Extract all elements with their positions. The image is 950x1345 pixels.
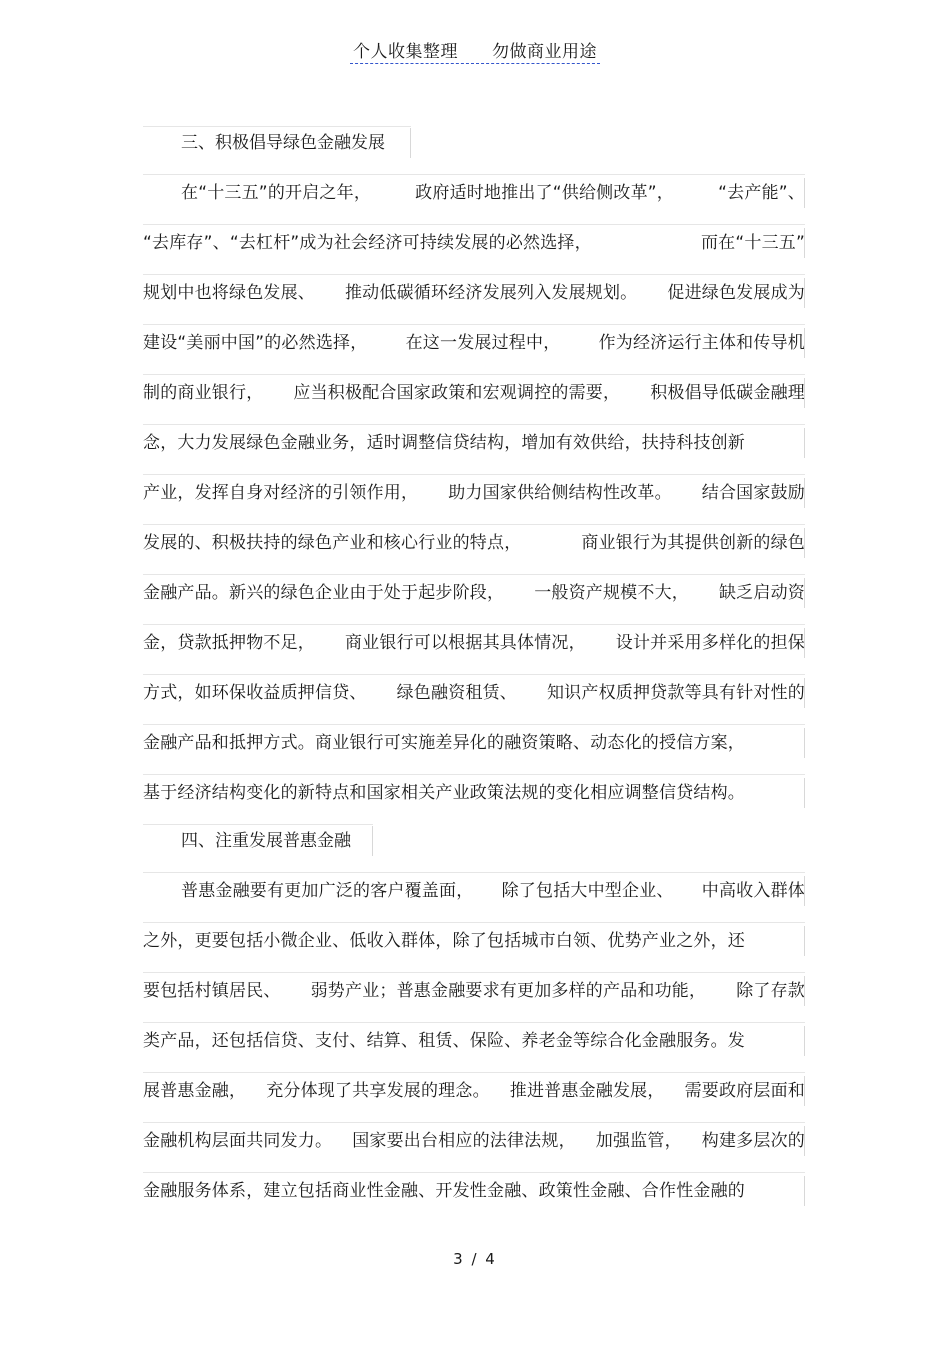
text-segment: 推进普惠金融发展， [509, 1081, 665, 1101]
text-segment: 国家要出台相应的法律法规， [352, 1131, 576, 1151]
body-line [143, 278, 805, 308]
scan-rule-horizontal [143, 424, 805, 425]
scan-rule-horizontal [143, 1072, 805, 1073]
text-segment: 方式，如环保收益质押信贷、 [143, 683, 367, 703]
header-right-text: 勿做商业用途 [491, 42, 597, 62]
scan-rule-horizontal [143, 324, 805, 325]
text-segment: 应当积极配合国家政策和宏观调控的需要， [293, 383, 621, 403]
scan-rule-vertical [804, 876, 805, 906]
body-line [143, 926, 805, 956]
scan-rule-horizontal [143, 524, 805, 525]
scan-rule-horizontal [143, 674, 805, 675]
text-segment: 一般资产规模不大， [534, 583, 689, 603]
page-header [0, 40, 950, 64]
text-segment: “去库存”、“去杠杆”成为社会经济可持续发展的必然选择， [143, 233, 592, 253]
scan-rule-vertical [804, 178, 805, 208]
text-segment: 普惠金融要有更加广泛的客户覆盖面， [181, 881, 474, 901]
text-segment: 助力国家供给侧结构性改革。 [448, 483, 672, 503]
scan-rule-vertical [804, 228, 805, 258]
scan-rule-vertical [804, 278, 805, 308]
scan-rule-vertical [410, 128, 411, 158]
scan-rule-horizontal [143, 1172, 805, 1173]
body-line [143, 1026, 805, 1056]
scan-rule-horizontal [143, 922, 805, 923]
body-line [143, 378, 805, 408]
text-segment: 促进绿色发展成为 [667, 283, 805, 303]
scan-rule-horizontal [143, 1022, 805, 1023]
text-segment: 规划中也将绿色发展、 [143, 283, 315, 303]
scan-rule-horizontal [143, 474, 805, 475]
scan-rule-vertical [804, 1126, 805, 1156]
scan-rule-horizontal [143, 972, 805, 973]
text-segment: 商业银行可以根据其具体情况， [344, 633, 586, 653]
body-line [143, 1126, 805, 1156]
text-segment: 发展的、积极扶持的绿色产业和核心行业的特点， [143, 533, 522, 553]
scan-rule-horizontal [143, 126, 411, 127]
body-line [143, 228, 805, 258]
text-segment: 而在“十三五” [700, 233, 805, 253]
text-segment: “去产能”、 [718, 183, 805, 203]
scan-rule-vertical [804, 378, 805, 408]
scan-rule-horizontal [143, 824, 373, 825]
body-line [143, 1076, 805, 1106]
scan-rule-vertical [804, 628, 805, 658]
text-segment: 在这一发展过程中， [405, 333, 561, 353]
text-segment: 构建多层次的 [701, 1131, 805, 1151]
text-segment: 念，大力发展绿色金融业务，适时调整信贷结构，增加有效供给，扶持科技创新 [143, 433, 745, 453]
text-segment: 作为经济运行主体和传导机 [598, 333, 805, 353]
scan-rule-horizontal [143, 574, 805, 575]
scan-rule-vertical [804, 976, 805, 1006]
scan-rule-vertical [804, 1176, 805, 1206]
text-segment: 基于经济结构变化的新特点和国家相关产业政策法规的变化相应调整信贷结构。 [143, 783, 745, 803]
section-heading-3: 三、积极倡导绿色金融发展 [181, 133, 385, 153]
body-line [143, 976, 805, 1006]
scan-rule-vertical [804, 678, 805, 708]
text-segment: 政府适时地推出了“供给侧改革”， [415, 183, 674, 203]
scan-rule-vertical [804, 428, 805, 458]
scan-rule-horizontal [143, 724, 805, 725]
scan-rule-horizontal [143, 174, 805, 175]
text-segment: 绿色融资租赁、 [396, 683, 517, 703]
scan-rule-vertical [804, 728, 805, 758]
body-line [143, 876, 805, 906]
text-segment: 金融机构层面共同发力。 [143, 1131, 333, 1151]
header-left-text: 个人收集整理 [353, 42, 459, 62]
body-line [143, 478, 805, 508]
scan-rule-horizontal [143, 374, 805, 375]
body-line [143, 778, 745, 808]
body-line [143, 728, 745, 758]
text-segment: 在“十三五”的开启之年， [181, 183, 372, 203]
text-segment: 结合国家鼓励 [701, 483, 805, 503]
scan-rule-horizontal [143, 1122, 805, 1123]
body-line [143, 178, 805, 208]
text-segment: 中高收入群体 [701, 881, 805, 901]
text-segment: 要包括村镇居民、 [143, 981, 281, 1001]
text-segment: 设计并采用多样化的担保 [615, 633, 805, 653]
text-segment: 需要政府层面和 [684, 1081, 805, 1101]
scan-rule-vertical [804, 328, 805, 358]
body-line [143, 628, 805, 658]
text-segment: 加强监管， [595, 1131, 682, 1151]
page-number: 3 / 4 [453, 1250, 497, 1268]
scan-rule-vertical [804, 778, 805, 808]
scan-rule-horizontal [143, 774, 805, 775]
scan-rule-vertical [804, 1026, 805, 1056]
text-segment: 建设“美丽中国”的必然选择， [143, 333, 368, 353]
scan-rule-horizontal [143, 872, 805, 873]
text-segment: 金融产品和抵押方式。商业银行可实施差异化的融资策略、动态化的授信方案， [143, 733, 745, 753]
section-heading-4: 四、注重发展普惠金融 [181, 831, 351, 851]
scan-rule-vertical [804, 926, 805, 956]
body-line [143, 428, 745, 458]
body-line [143, 528, 805, 558]
text-segment: 金融服务体系，建立包括商业性金融、开发性金融、政策性金融、合作性金融的 [143, 1181, 745, 1201]
header-underline [350, 63, 600, 64]
text-segment: 商业银行为其提供创新的绿色 [581, 533, 805, 553]
scan-rule-vertical [804, 1076, 805, 1106]
text-segment: 除了包括大中型企业、 [501, 881, 674, 901]
text-segment: 产业，发挥自身对经济的引领作用， [143, 483, 419, 503]
body-line [143, 578, 805, 608]
text-segment: 推动低碳循环经济发展列入发展规划。 [344, 283, 638, 303]
text-segment: 知识产权质押贷款等具有针对性的 [546, 683, 805, 703]
scan-rule-horizontal [143, 274, 805, 275]
text-segment: 展普惠金融， [143, 1081, 247, 1101]
scan-rule-horizontal [143, 624, 805, 625]
text-segment: 除了存款 [736, 981, 805, 1001]
text-segment: 充分体现了共享发展的理念。 [266, 1081, 490, 1101]
body-line [143, 678, 805, 708]
text-segment: 金，贷款抵押物不足， [143, 633, 315, 653]
scan-rule-vertical [804, 578, 805, 608]
text-segment: 类产品，还包括信贷、支付、结算、租赁、保险、养老金等综合化金融服务。发 [143, 1031, 745, 1051]
scan-rule-vertical [804, 478, 805, 508]
body-line [143, 1176, 745, 1206]
text-segment: 金融产品。新兴的绿色企业由于处于起步阶段， [143, 583, 505, 603]
text-segment: 积极倡导低碳金融理 [650, 383, 805, 403]
text-segment: 制的商业银行， [143, 383, 264, 403]
body-line [143, 328, 805, 358]
scan-rule-horizontal [143, 224, 805, 225]
text-segment: 之外，更要包括小微企业、低收入群体，除了包括城市白领、优势产业之外，还 [143, 931, 745, 951]
scan-rule-vertical [804, 528, 805, 558]
text-segment: 弱势产业；普惠金融要求有更加多样的产品和功能， [310, 981, 707, 1001]
text-segment: 缺乏启动资 [718, 583, 805, 603]
scan-rule-vertical [372, 826, 373, 856]
